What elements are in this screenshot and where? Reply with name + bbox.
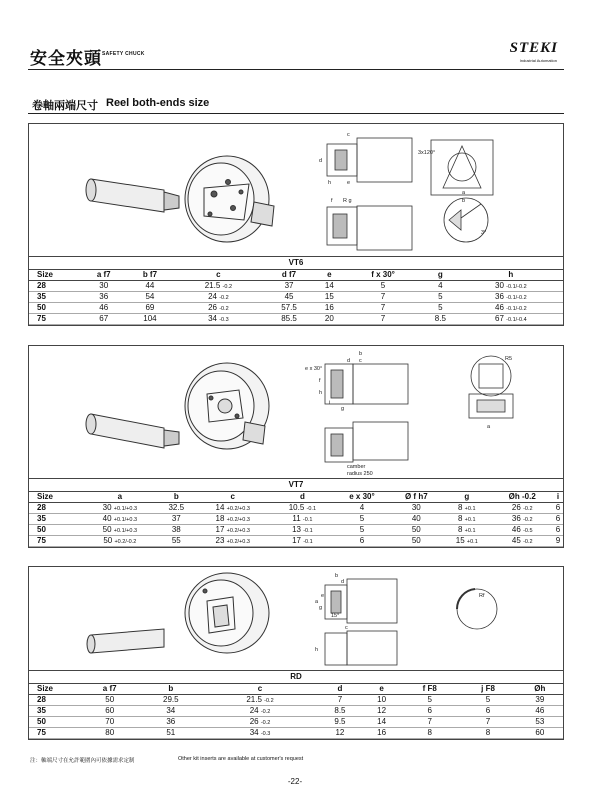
rd-label-h: h xyxy=(315,647,319,653)
cell-g-tol: +0.1 xyxy=(464,528,476,534)
cell-g-tol: +0.1 xyxy=(464,506,476,512)
vt7-label-d: d xyxy=(347,358,351,364)
cell-c xyxy=(203,694,317,705)
cell-g-value: 15 xyxy=(455,536,465,545)
rd-col-h: Øh xyxy=(517,683,563,694)
cell-f: 6 xyxy=(400,705,459,716)
cell-size: 28 xyxy=(29,694,81,705)
table-row xyxy=(29,313,563,324)
cell-f: 5 xyxy=(344,280,422,291)
cell-g-tol: +0.1 xyxy=(464,517,476,523)
page-title-cn: 安全夾頭 xyxy=(30,49,102,69)
vt7-col-g: g xyxy=(442,491,492,502)
cell-c-tol: -0.3 xyxy=(260,731,271,737)
cell-a xyxy=(81,502,159,513)
cell-size: 75 xyxy=(29,535,81,546)
vt6-col-h: h xyxy=(459,269,563,280)
table-row xyxy=(29,280,563,291)
cell-c-value: 14 xyxy=(215,503,225,512)
rd-label-c: c xyxy=(345,625,348,631)
cell-a xyxy=(81,524,159,535)
cell-size: 50 xyxy=(29,302,81,313)
rd-label-rf: Rf xyxy=(479,593,485,599)
cell-i: 6 xyxy=(553,524,563,535)
cell-g xyxy=(442,524,492,535)
cell-a-tol: +0.1/+0.3 xyxy=(113,506,138,512)
cell-j: 8 xyxy=(459,727,516,738)
table-row xyxy=(29,727,563,738)
cell-g-tol: +0.1 xyxy=(466,539,478,545)
cell-d: 45 xyxy=(263,291,314,302)
vt7-label-c: c xyxy=(359,358,362,364)
cell-e: 4 xyxy=(333,502,391,513)
footnote-en: Other kit inserts are available at customer's request xyxy=(178,756,304,762)
cell-e: 10 xyxy=(363,694,400,705)
vt7-label-radius: radius 250 xyxy=(347,471,373,477)
vt7-label-r5: R5 xyxy=(505,356,513,362)
cell-d: 12 xyxy=(317,727,363,738)
rd-panel xyxy=(28,566,564,740)
vt6-table-title: VT6 xyxy=(29,257,563,269)
cell-h-value: 45 xyxy=(511,536,521,545)
cell-f: 40 xyxy=(391,513,442,524)
cell-a-value: 30 xyxy=(102,503,112,512)
vt6-label-b: b xyxy=(462,198,466,204)
vt6-col-c: c xyxy=(173,269,263,280)
cell-d-tol: -0.1 xyxy=(303,528,313,534)
cell-b: 104 xyxy=(126,313,173,324)
cell-c-tol: -0.2 xyxy=(222,284,233,290)
cell-f: 50 xyxy=(391,524,442,535)
cell-d xyxy=(272,502,334,513)
cell-j: 7 xyxy=(459,716,516,727)
cell-h-value: 46 xyxy=(511,525,521,534)
cell-h-value: 26 xyxy=(511,503,521,512)
cell-b: 32.5 xyxy=(159,502,194,513)
vt7-col-e: e x 30° xyxy=(333,491,391,502)
cell-c-value: 24 xyxy=(249,706,259,715)
cell-g-value: 8 xyxy=(457,525,463,534)
vt6-col-b: b f7 xyxy=(126,269,173,280)
vt6-label-3deg: 3° xyxy=(481,230,487,236)
cell-size: 28 xyxy=(29,502,81,513)
table-row xyxy=(29,513,563,524)
cell-a: 70 xyxy=(81,716,138,727)
cell-c-value: 17 xyxy=(215,525,225,534)
vt7-col-d: d xyxy=(272,491,334,502)
vt6-header-row xyxy=(29,269,563,280)
cell-b: 44 xyxy=(126,280,173,291)
rd-table-title: RD xyxy=(29,671,563,683)
cell-h: 53 xyxy=(517,716,563,727)
cell-h-value: 36 xyxy=(495,292,504,301)
vt6-label-a: a xyxy=(462,190,466,196)
vt6-col-g: g xyxy=(422,269,459,280)
vt7-label-camber: camber xyxy=(347,464,366,470)
vt6-col-size: Size xyxy=(29,269,81,280)
vt6-table xyxy=(29,257,563,325)
cell-b: 54 xyxy=(126,291,173,302)
vt6-illustration xyxy=(29,124,563,257)
rd-col-size: Size xyxy=(29,683,81,694)
cell-d-value: 10.5 xyxy=(288,503,305,512)
cell-b: 38 xyxy=(159,524,194,535)
cell-g: 8.5 xyxy=(422,313,459,324)
table-row xyxy=(29,535,563,546)
rd-col-a: a f7 xyxy=(81,683,138,694)
cell-c-tol: +0.2/+0.3 xyxy=(226,539,250,545)
rd-label-b: b xyxy=(335,573,339,579)
table-row xyxy=(29,302,563,313)
vt7-col-size: Size xyxy=(29,491,81,502)
cell-c xyxy=(173,280,263,291)
table-row xyxy=(29,716,563,727)
cell-g: 5 xyxy=(422,291,459,302)
cell-d: 8.5 xyxy=(317,705,363,716)
rd-drawing xyxy=(29,567,563,671)
cell-a xyxy=(81,535,159,546)
cell-j: 6 xyxy=(459,705,516,716)
cell-f: 50 xyxy=(391,535,442,546)
section-title-cn: 卷軸兩端尺寸 xyxy=(32,99,98,112)
brand-subtitle: Industrial Automation xyxy=(519,58,557,63)
cell-size: 35 xyxy=(29,291,81,302)
cell-h: 46 xyxy=(517,705,563,716)
cell-h xyxy=(459,313,563,324)
cell-d: 37 xyxy=(263,280,314,291)
rd-col-e: e xyxy=(363,683,400,694)
cell-g: 4 xyxy=(422,280,459,291)
cell-d: 57.5 xyxy=(263,302,314,313)
brand-logo xyxy=(490,40,560,66)
vt7-illustration xyxy=(29,346,563,479)
vt7-label-i: i xyxy=(329,400,331,406)
vt6-label-c: c xyxy=(347,132,350,138)
vt6-label-d: d xyxy=(319,158,323,164)
cell-h-tol: -0.1/-0.2 xyxy=(506,295,527,301)
cell-h xyxy=(459,280,563,291)
cell-h xyxy=(492,535,553,546)
rd-col-c: c xyxy=(203,683,317,694)
cell-g xyxy=(442,513,492,524)
cell-c-value: 21.5 xyxy=(204,281,221,290)
rd-label-15deg: 15° xyxy=(331,613,340,619)
cell-b: 55 xyxy=(159,535,194,546)
cell-a: 60 xyxy=(81,705,138,716)
cell-e: 12 xyxy=(363,705,400,716)
cell-c-value: 34 xyxy=(249,728,259,737)
cell-g-value: 8 xyxy=(457,514,463,523)
cell-d-tol: -0.1 xyxy=(303,539,313,545)
cell-d-tol: -0.1 xyxy=(306,506,317,512)
cell-size: 75 xyxy=(29,313,81,324)
vt7-label-g: g xyxy=(341,406,345,412)
cell-d-value: 17 xyxy=(292,536,301,545)
cell-h xyxy=(492,502,553,513)
cell-d xyxy=(272,524,334,535)
cell-d-value: 11 xyxy=(292,514,301,523)
page-header xyxy=(28,36,564,70)
cell-h-value: 46 xyxy=(495,303,504,312)
rd-table xyxy=(29,671,563,739)
cell-a: 30 xyxy=(81,280,126,291)
vt6-label-3x120: 3x120° xyxy=(418,150,436,156)
vt6-label-rg: R g xyxy=(343,198,352,204)
cell-c-tol: -0.2 xyxy=(264,698,274,704)
rd-col-j: j F8 xyxy=(459,683,516,694)
rd-illustration xyxy=(29,567,563,671)
cell-i: 6 xyxy=(553,513,563,524)
cell-h-tol: -0.1/-0.2 xyxy=(506,306,527,312)
cell-g xyxy=(442,535,492,546)
cell-e: 5 xyxy=(333,513,391,524)
cell-f: 5 xyxy=(400,694,459,705)
cell-a: 80 xyxy=(81,727,138,738)
vt7-label-e30: e x 30° xyxy=(305,366,323,372)
vt7-label-a: a xyxy=(487,424,491,430)
page-title-en: SAFETY CHUCK xyxy=(102,51,145,57)
page-number: -22- xyxy=(287,777,303,786)
cell-a: 50 xyxy=(81,694,138,705)
cell-size: 28 xyxy=(29,280,81,291)
cell-e: 14 xyxy=(315,280,344,291)
cell-f: 30 xyxy=(391,502,442,513)
cell-g xyxy=(442,502,492,513)
vt7-drawing xyxy=(29,346,563,479)
vt6-col-e: e xyxy=(315,269,344,280)
cell-c-tol: -0.2 xyxy=(219,306,229,312)
vt6-label-e: e xyxy=(347,180,351,186)
cell-c-value: 23 xyxy=(215,536,225,545)
cell-i: 6 xyxy=(553,502,563,513)
cell-a xyxy=(81,513,159,524)
cell-i: 9 xyxy=(553,535,563,546)
cell-h-value: 30 xyxy=(495,281,504,290)
cell-size: 50 xyxy=(29,524,81,535)
section-title-en: Reel both-ends size xyxy=(106,97,210,109)
cell-f: 7 xyxy=(344,291,422,302)
cell-e: 6 xyxy=(333,535,391,546)
cell-c xyxy=(203,727,317,738)
cell-size: 35 xyxy=(29,513,81,524)
vt7-table-title: VT7 xyxy=(29,479,563,491)
cell-size: 75 xyxy=(29,727,81,738)
cell-c xyxy=(173,313,263,324)
cell-h-tol: -0.2 xyxy=(523,517,533,523)
cell-d xyxy=(272,535,334,546)
cell-b: 36 xyxy=(138,716,203,727)
cell-c xyxy=(194,513,272,524)
cell-c-value: 34 xyxy=(208,314,217,323)
rd-label-e: e xyxy=(321,593,325,599)
vt7-col-i: i xyxy=(553,491,563,502)
vt7-col-h: Øh -0.2 xyxy=(492,491,553,502)
cell-f: 7 xyxy=(400,716,459,727)
cell-h-tol: -0.2 xyxy=(523,506,533,512)
cell-c xyxy=(203,705,317,716)
vt6-drawing xyxy=(29,124,563,257)
table-row xyxy=(29,705,563,716)
table-row xyxy=(29,694,563,705)
vt6-col-d: d f7 xyxy=(263,269,314,280)
cell-b: 69 xyxy=(126,302,173,313)
cell-a: 46 xyxy=(81,302,126,313)
vt7-col-c: c xyxy=(194,491,272,502)
cell-c-value: 21.5 xyxy=(246,695,262,704)
vt7-label-f: f xyxy=(319,378,321,384)
cell-h-tol: -0.1/-0.2 xyxy=(506,284,527,290)
cell-size: 50 xyxy=(29,716,81,727)
vt6-label-f: f xyxy=(331,198,333,204)
cell-b: 29.5 xyxy=(138,694,203,705)
cell-h: 39 xyxy=(517,694,563,705)
cell-h xyxy=(459,302,563,313)
vt6-panel xyxy=(28,123,564,326)
cell-h-value: 67 xyxy=(495,314,504,323)
vt6-col-f: f x 30° xyxy=(344,269,422,280)
cell-c-tol: -0.2 xyxy=(260,720,271,726)
cell-a-value: 40 xyxy=(102,514,112,523)
cell-d xyxy=(272,513,334,524)
cell-f: 7 xyxy=(344,302,422,313)
cell-size: 35 xyxy=(29,705,81,716)
cell-e: 16 xyxy=(315,302,344,313)
rd-label-a: a xyxy=(315,599,319,605)
rd-header-row xyxy=(29,683,563,694)
vt7-label-b: b xyxy=(359,351,363,357)
cell-c xyxy=(173,291,263,302)
cell-a-tol: +0.1/+0.3 xyxy=(113,528,138,534)
cell-b: 37 xyxy=(159,513,194,524)
cell-c-tol: -0.2 xyxy=(219,295,229,301)
vt7-col-f: Ø f h7 xyxy=(391,491,442,502)
cell-e: 5 xyxy=(333,524,391,535)
cell-c-tol: +0.2/+0.3 xyxy=(226,506,250,512)
vt7-panel xyxy=(28,345,564,548)
table-row xyxy=(29,524,563,535)
cell-d: 9.5 xyxy=(317,716,363,727)
cell-e: 20 xyxy=(315,313,344,324)
section-heading xyxy=(28,94,564,114)
cell-a-value: 50 xyxy=(102,525,112,534)
vt7-col-a: a xyxy=(81,491,159,502)
cell-c-tol: -0.3 xyxy=(219,317,229,323)
cell-c-value: 24 xyxy=(208,292,217,301)
footnote-cn: 注：軸端尺寸在允許範圍內可依據需求定制 xyxy=(30,758,135,764)
rd-label-g: g xyxy=(319,605,323,611)
cell-c-value: 26 xyxy=(208,303,217,312)
cell-c xyxy=(203,716,317,727)
cell-h xyxy=(492,524,553,535)
cell-e: 14 xyxy=(363,716,400,727)
rd-col-d: d xyxy=(317,683,363,694)
rd-col-f: f F8 xyxy=(400,683,459,694)
cell-b: 34 xyxy=(138,705,203,716)
cell-c xyxy=(194,524,272,535)
table-row xyxy=(29,502,563,513)
cell-c xyxy=(194,535,272,546)
cell-c-value: 26 xyxy=(249,717,259,726)
cell-h xyxy=(459,291,563,302)
cell-a-tol: +0.2/-0.2 xyxy=(114,539,137,545)
cell-h: 60 xyxy=(517,727,563,738)
cell-e: 15 xyxy=(315,291,344,302)
cell-d-value: 13 xyxy=(292,525,301,534)
cell-a-tol: +0.1/+0.3 xyxy=(113,517,138,523)
cell-h-tol: -0.5 xyxy=(523,528,533,534)
cell-h xyxy=(492,513,553,524)
vt6-col-a: a f7 xyxy=(81,269,126,280)
cell-c-tol: +0.2/+0.3 xyxy=(226,517,250,523)
cell-d-tol: -0.1 xyxy=(302,517,313,523)
cell-c-value: 18 xyxy=(215,514,225,523)
cell-h-tol: -0.2 xyxy=(523,539,533,545)
vt7-table xyxy=(29,479,563,547)
cell-d: 7 xyxy=(317,694,363,705)
cell-c xyxy=(194,502,272,513)
cell-g: 5 xyxy=(422,302,459,313)
rd-col-b: b xyxy=(138,683,203,694)
cell-f: 7 xyxy=(344,313,422,324)
cell-d: 85.5 xyxy=(263,313,314,324)
cell-a: 67 xyxy=(81,313,126,324)
vt7-col-b: b xyxy=(159,491,194,502)
vt7-label-h: h xyxy=(319,390,323,396)
cell-a: 36 xyxy=(81,291,126,302)
cell-j: 5 xyxy=(459,694,516,705)
cell-f: 8 xyxy=(400,727,459,738)
brand-name: STEKI xyxy=(509,40,558,56)
cell-c-tol: -0.2 xyxy=(260,709,271,715)
vt6-label-h: h xyxy=(328,180,332,186)
cell-g-value: 8 xyxy=(457,503,463,512)
cell-h-value: 36 xyxy=(511,514,521,523)
rd-label-d: d xyxy=(341,579,345,585)
vt7-header-row xyxy=(29,491,563,502)
cell-b: 51 xyxy=(138,727,203,738)
cell-c xyxy=(173,302,263,313)
cell-e: 16 xyxy=(363,727,400,738)
cell-h-tol: -0.1/-0.4 xyxy=(506,317,527,323)
cell-a-value: 50 xyxy=(103,536,113,545)
cell-c-tol: +0.2/+0.3 xyxy=(226,528,250,534)
table-row xyxy=(29,291,563,302)
footnote xyxy=(30,756,304,764)
